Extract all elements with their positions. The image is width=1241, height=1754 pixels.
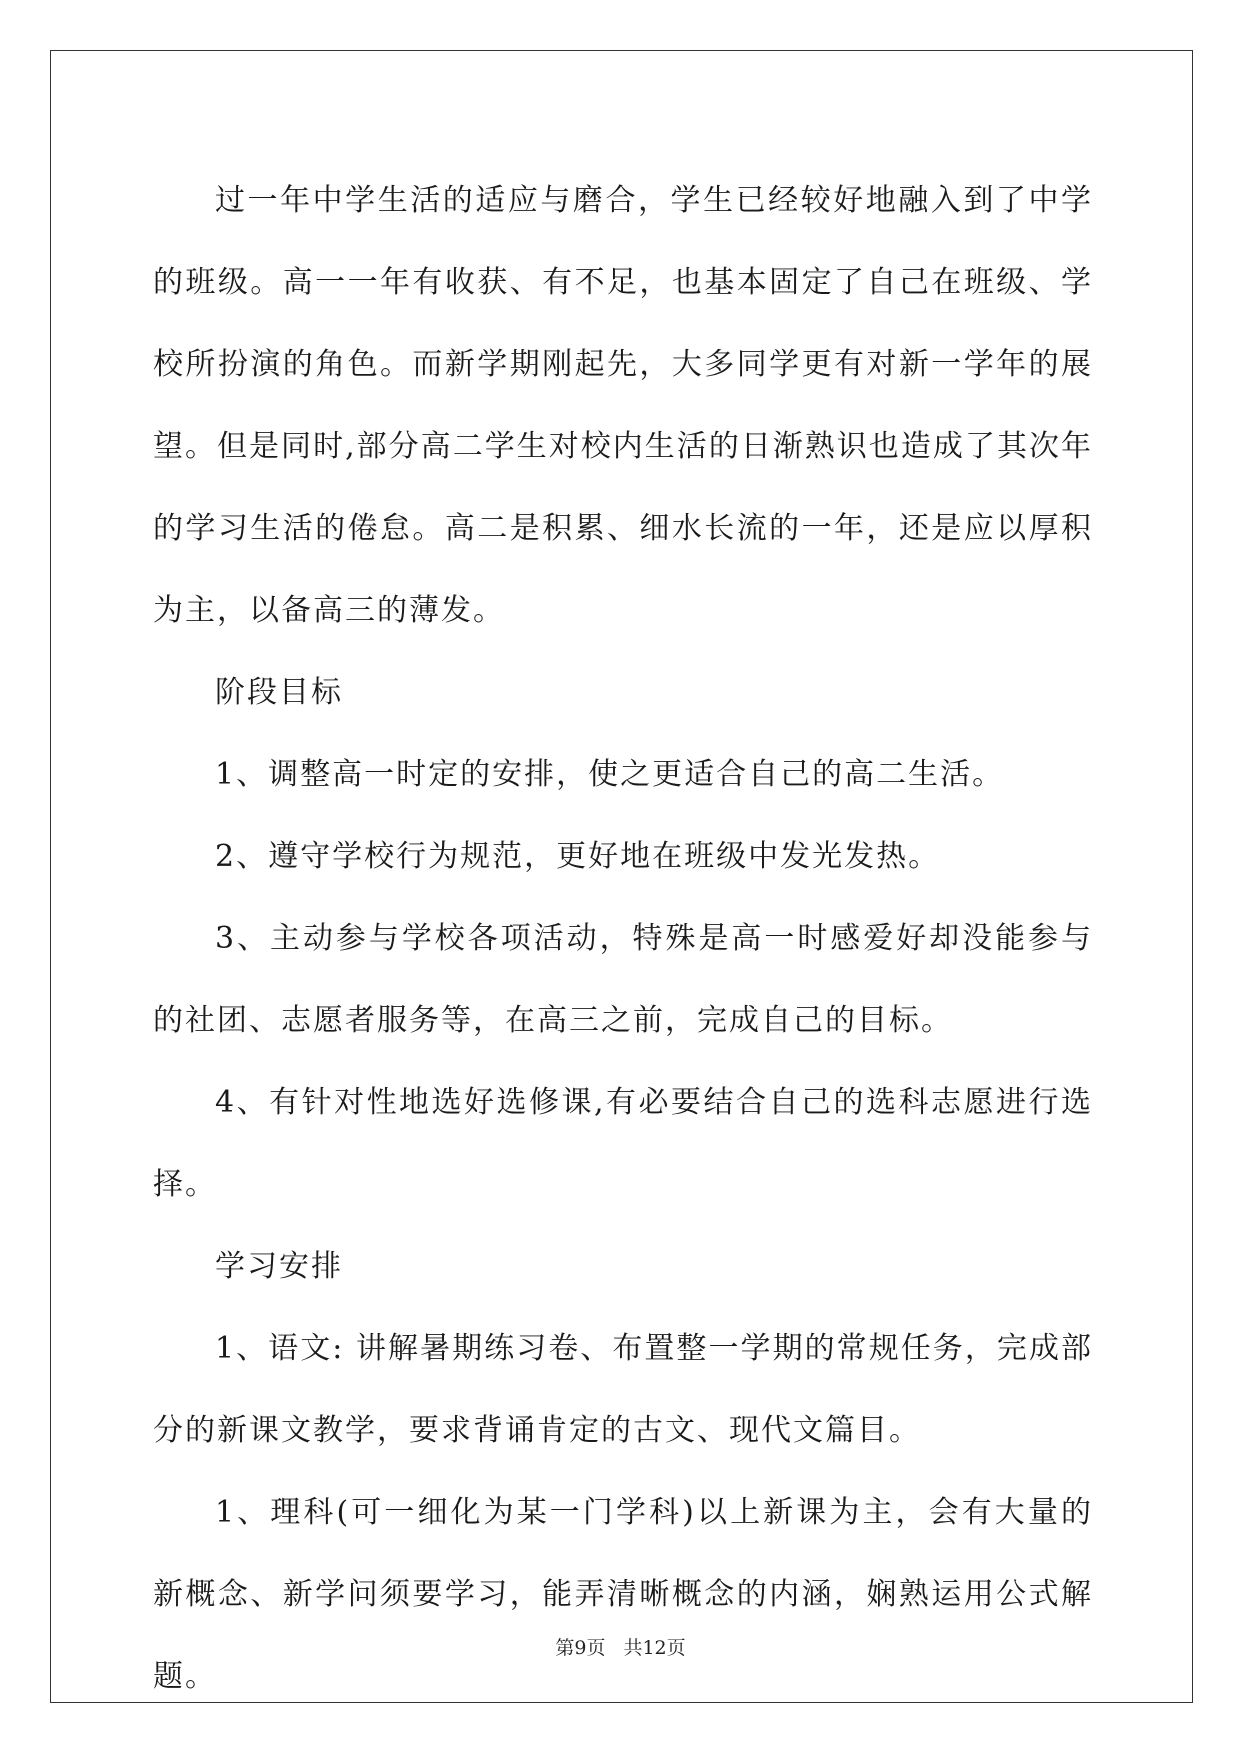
heading-study-plan: 学习安排 — [215, 1249, 343, 1284]
page-footer — [0, 1636, 1241, 1660]
plan-item-science: 1、理科(可一细化为某一门学科)以上新课为主，会有大量的新概念、新学问须要学习，能弄清晰概念的内涵，娴熟运用公式解题。 — [153, 1495, 1093, 1694]
goal-item-2: 2、遵守学校行为规范，更好地在班级中发光发热。 — [215, 839, 941, 874]
page-total: 共12页 — [623, 1637, 686, 1659]
page-number: 第9页 — [555, 1637, 606, 1659]
goal-item-4: 4、有针对性地选好选修课,有必要结合自己的选科志愿进行选择。 — [153, 1085, 1093, 1202]
paragraph-intro: 过一年中学生活的适应与磨合，学生已经较好地融入到了中学的班级。高一一年有收获、有不足，也基本固定了自己在班级、学校所扮演的角色。而新学期刚起先，大多同学更有对新一学年的展望。但是同时,部分高二学生对校内生活的日渐熟识也造成了其次年的学习生活的倦怠。高二是积累、细水长流的一年，还是应以厚积为主，以备高三的薄发。 — [153, 183, 1093, 628]
plan-item-chinese: 1、语文: 讲解暑期练习卷、布置整一学期的常规任务，完成部分的新课文教学，要求背诵肯定的古文、现代文篇目。 — [153, 1331, 1093, 1448]
goal-item-3: 3、主动参与学校各项活动，特殊是高一时感爱好却没能参与的社团、志愿者服务等，在高三之前，完成自己的目标。 — [153, 921, 1093, 1038]
goal-item-1: 1、调整高一时定的安排，使之更适合自己的高二生活。 — [215, 757, 1005, 792]
heading-stage-goals: 阶段目标 — [215, 675, 343, 710]
document-body — [153, 160, 1093, 1718]
